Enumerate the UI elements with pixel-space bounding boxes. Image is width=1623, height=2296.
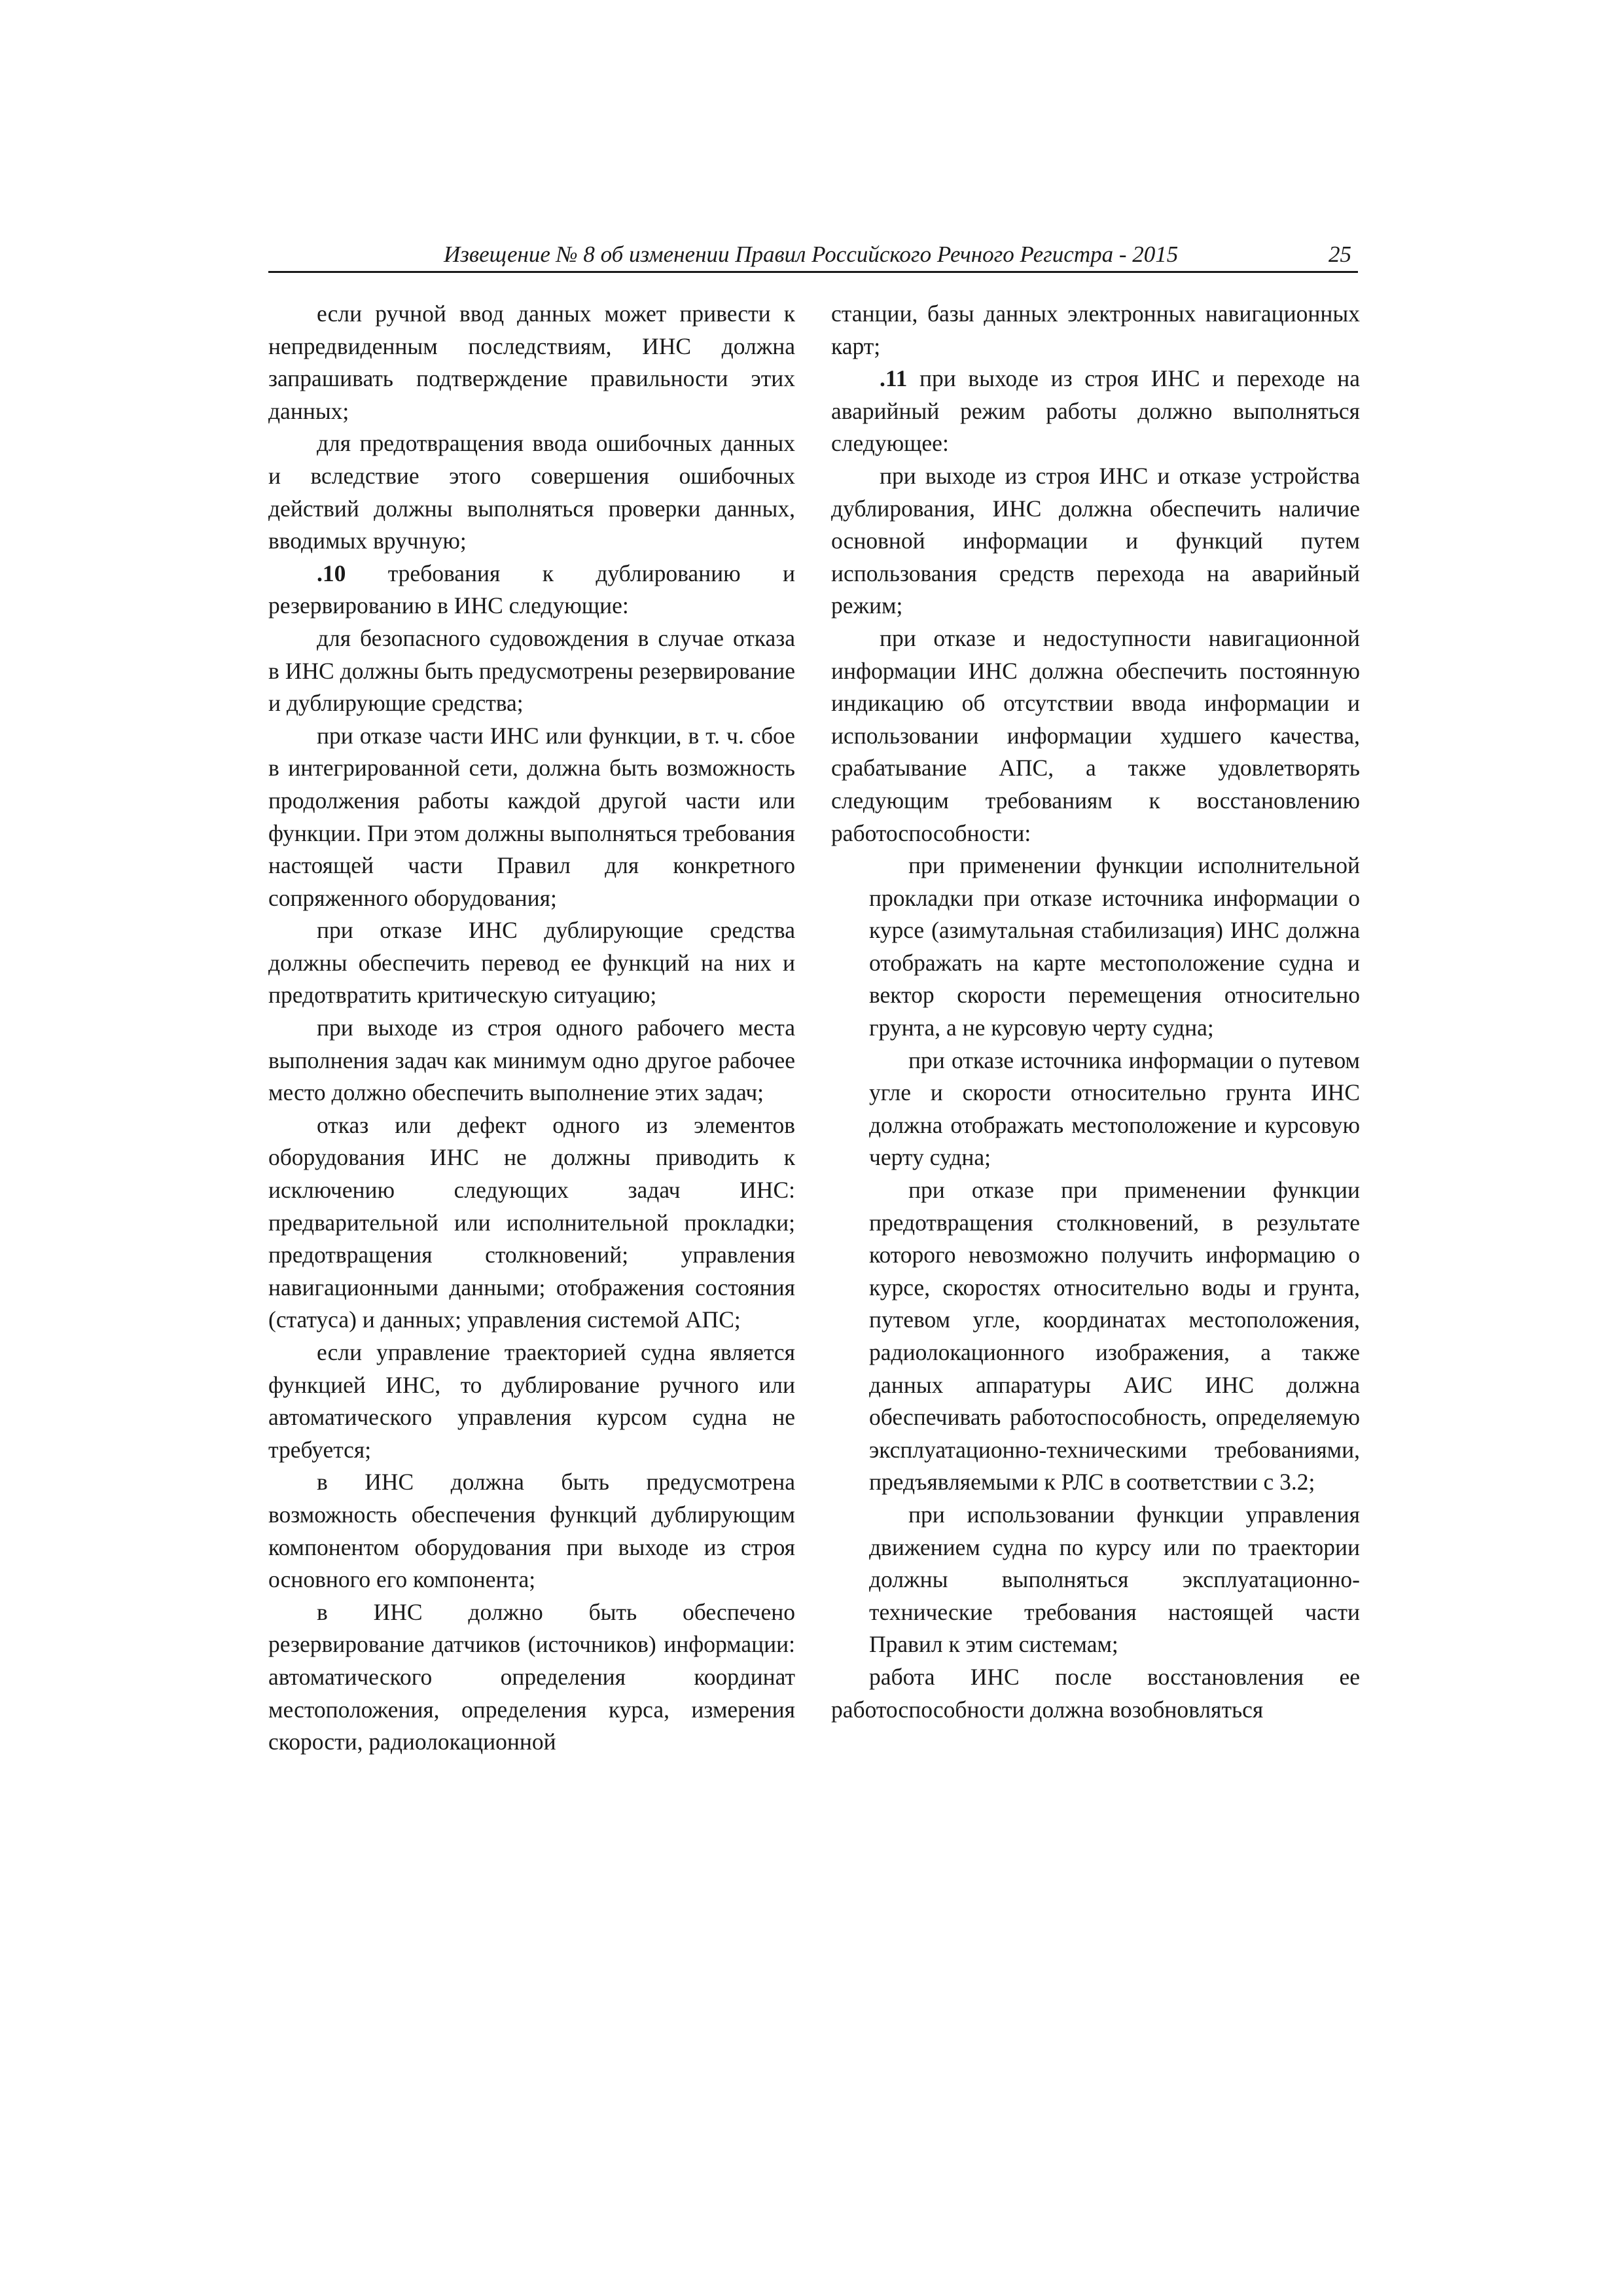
sub-paragraph: при отказе при применении функции предотвращения столкновений, в результате которого невозможно получить информацию о курсе, скоростях относительно воды и грунта, путевом угле, координатах местоположения, радиолокационного изображения, а также данных аппаратуры АИС ИНС должна обеспечивать работоспособность, определяемую эксплуатационно-техническими требованиями, предъявляемыми к РЛС в соответствии с 3.2; [869, 1177, 1360, 1496]
paragraph: в ИНС должно быть обеспечено резервирование датчиков (источников) информации: автоматического определения координат местоположения, определения курса, измерения скорости, радиолокационной [268, 1598, 795, 1755]
paragraph: работа ИНС после восстановления ее работоспособности должна возобновляться [831, 1663, 1360, 1723]
paragraph: если ручной ввод данных может привести к непредвиденным последствиям, ИНС должна запрашивать подтверждение правильности этих данных; [268, 300, 795, 424]
clause-number: .10 [317, 560, 346, 586]
paragraph: при выходе из строя одного рабочего места выполнения задач как минимум одно другое рабочее место должно обеспечить выполнение этих задач; [268, 1014, 795, 1106]
paragraph: для предотвращения ввода ошибочных данных и вследствие этого совершения ошибочных действий должны выполняться проверки данных, вводимых вручную; [268, 430, 795, 554]
clause-text: требования к дублированию и резервированию в ИНС следующие: [268, 560, 795, 619]
right-column [831, 298, 1360, 1726]
paragraph [831, 363, 1360, 460]
header-title: Извещение № 8 об изменении Правил Российского Речного Регистра - 2015 [444, 242, 1179, 267]
paragraph: отказ или дефект одного из элементов оборудования ИНС не должны приводить к исключению следующих задач ИНС: предварительной или исполнительной прокладки; предотвращения столкновений; управления навигационными данными; отображения состояния (статуса) и данных; управления системой АПС; [268, 1111, 795, 1333]
left-column [268, 298, 795, 1759]
paragraph [268, 558, 795, 622]
paragraph: в ИНС должна быть предусмотрена возможность обеспечения функций дублирующим компонентом оборудования при выходе из строя основного его компонента; [268, 1469, 795, 1593]
paragraph: при отказе части ИНС или функции, в т. ч. сбое в интегрированной сети, должна быть возможность продолжения работы каждой другой части или функции. При этом должны выполняться требования настоящей части Правил для конкретного сопряженного оборудования; [268, 722, 795, 911]
clause-number: .11 [880, 365, 908, 392]
paragraph: при отказе и недоступности навигационной информации ИНС должна обеспечить постоянную индикацию об отсутствии ввода информации и использовании информации худшего качества, срабатывание АПС, а также удовлетворять следующим требованиям к восстановлению работоспособности: [831, 624, 1360, 846]
paragraph: при выходе из строя ИНС и отказе устройства дублирования, ИНС должна обеспечить наличие основной информации и функций путем использования средств перехода на аварийный режим; [831, 462, 1360, 619]
paragraph: если управление траекторией судна является функцией ИНС, то дублирование ручного или автоматического управления курсом судна не требуется; [268, 1339, 795, 1463]
paragraph: для безопасного судовождения в случае отказа в ИНС должны быть предусмотрены резервирование и дублирующие средства; [268, 624, 795, 717]
sub-paragraph: при применении функции исполнительной прокладки при отказе источника информации о курсе (азимутальная стабилизация) ИНС должна отображать на карте местоположение судна и вектор скорости перемещения относительно грунта, а не курсовую черту судна; [869, 852, 1360, 1041]
clause-text: при выходе из строя ИНС и переходе на аварийный режим работы должно выполняться следующее: [831, 365, 1361, 457]
paragraph: станции, базы данных электронных навигационных карт; [831, 300, 1360, 359]
page-number: 25 [1329, 242, 1351, 267]
sub-paragraph: при использовании функции управления движением судна по курсу или по траектории должны выполняться эксплуатационно-технические требования настоящей части Правил к этим системам; [869, 1501, 1360, 1658]
running-header [268, 241, 1358, 273]
sub-paragraph: при отказе источника информации о путевом угле и скорости относительно грунта ИНС должна отображать местоположение и курсовую черту судна; [869, 1047, 1360, 1171]
paragraph: при отказе ИНС дублирующие средства должны обеспечить перевод ее функций на них и предотвратить критическую ситуацию; [268, 917, 795, 1009]
